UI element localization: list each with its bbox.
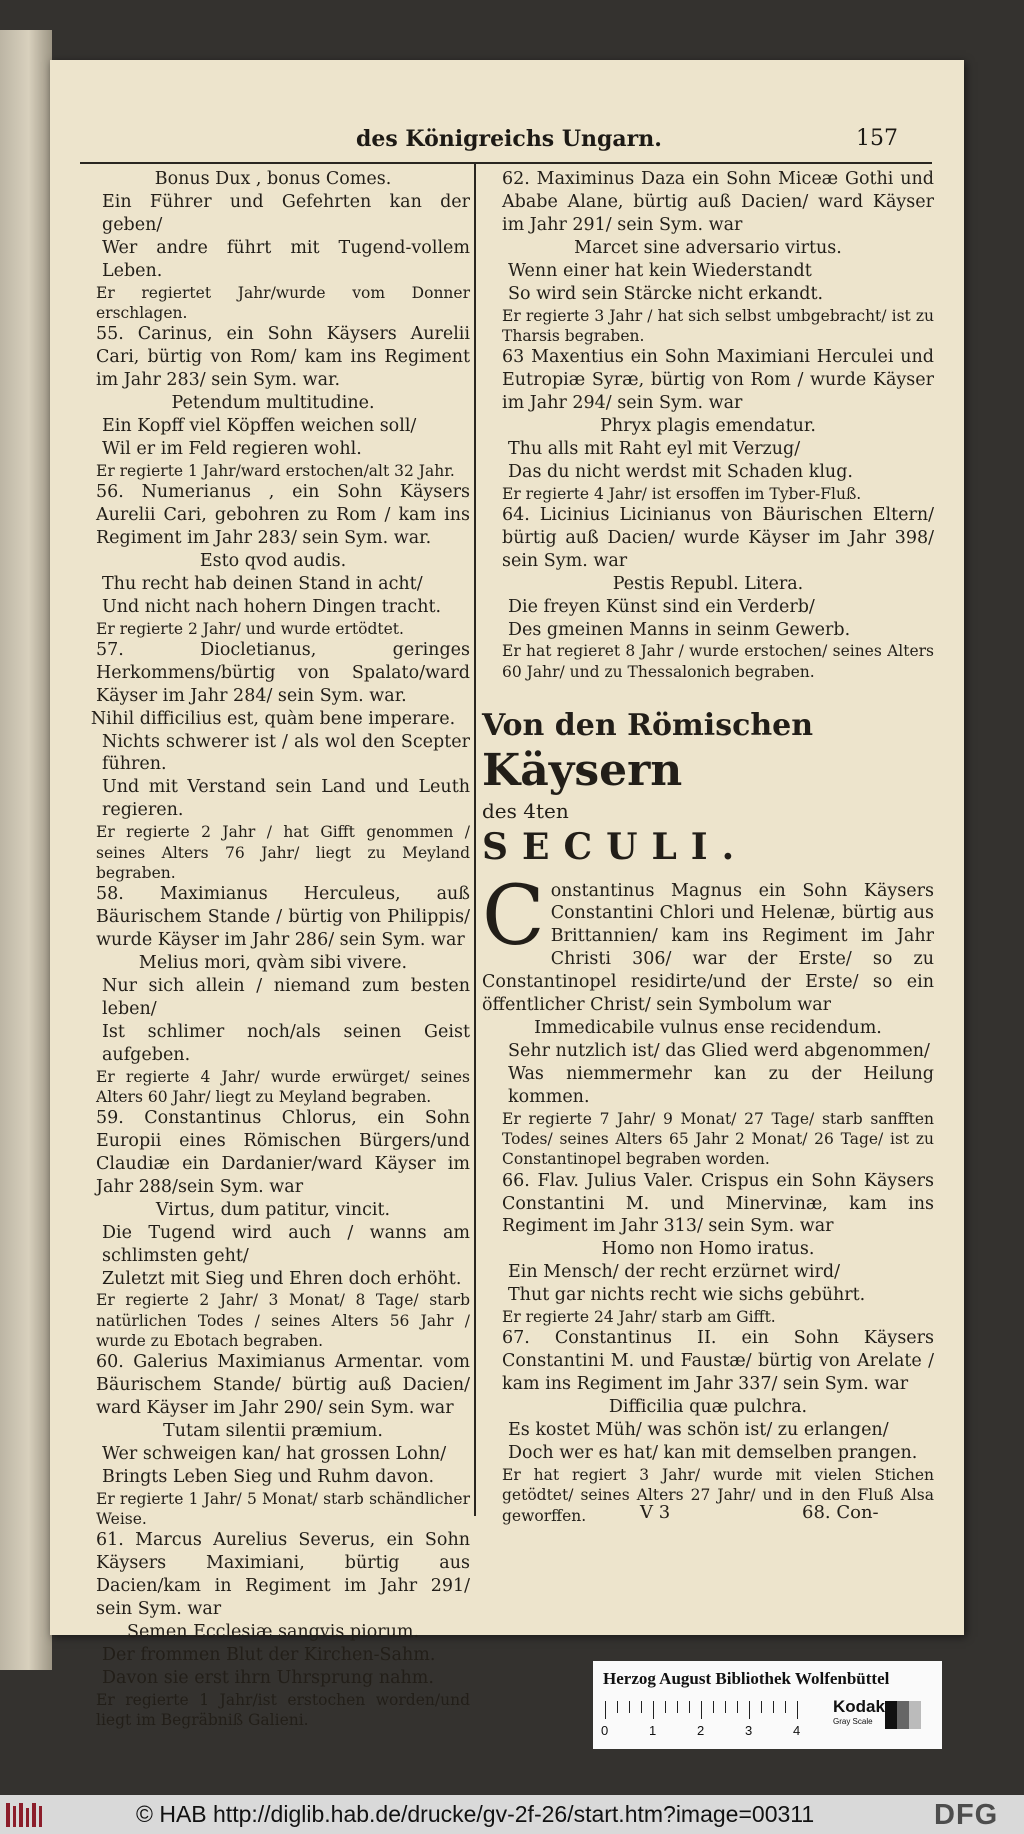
hab-logo-icon	[6, 1803, 46, 1827]
scale-number: 3	[745, 1723, 753, 1738]
verse-line: Nur sich allein / niemand zum besten leben/	[102, 975, 470, 1019]
left-column	[76, 168, 470, 1731]
emperor-entry: 66. Flav. Julius Valer. Crispus ein Sohn Käysers Constantini M. und Minervinæ, kam ins Regiment im Jahr 313/ sein Sym. war	[502, 1170, 934, 1237]
right-column	[482, 168, 934, 1526]
motto: Virtus, dum patitur, vincit.	[155, 1199, 391, 1220]
verse-line: Wenn einer hat kein Wiederstandt	[508, 260, 812, 281]
motto: Marcet sine adversario virtus.	[574, 237, 842, 258]
emperor-entry: 67. Constantinus II. ein Sohn Käysers Constantini M. und Faustæ/ bürtig von Arelate / kam ins Regiment im Jahr 337/ sein Sym. war	[502, 1328, 934, 1395]
verse-line: Die Tugend wird auch / wanns am schlimsten geht/	[102, 1222, 470, 1266]
reign-note: Er regierte 2 Jahr/ und wurde ertödtet.	[96, 619, 404, 638]
verse-line: Ein Kopff viel Köpffen weichen soll/	[102, 415, 417, 436]
verse-line: Thu recht hab deinen Stand in acht/	[102, 573, 423, 594]
verse-line: Ein Führer und Gefehrten kan der geben/	[102, 191, 470, 235]
motto: Nihil difficilius est, quàm bene imperare.	[90, 708, 456, 729]
emperor-entry: 56. Numerianus , ein Sohn Käysers Aurelii Cari, gebohren zu Rom / kam ins Regiment im Jahr 283/ sein Sym. war.	[96, 482, 470, 548]
reign-note: Er regierte 3 Jahr / hat sich selbst umbgebracht/ ist zu Tharsis begraben.	[502, 306, 934, 345]
drop-cap: C	[482, 868, 545, 964]
motto: Homo non Homo iratus.	[601, 1239, 815, 1260]
scale-tick	[761, 1701, 762, 1713]
verse-line: Davon sie erst ihrn Uhrsprung nahm.	[102, 1668, 434, 1689]
emperor-entry: 57. Diocletianus, geringes Herkommens/bürtig von Spalato/ward Käyser im Jahr 284/ sein Sym. war.	[96, 639, 470, 706]
emperor-entry: 59. Constantinus Chlorus, ein Sohn Europii eines Römischen Bürgers/und Claudiæ ein Dardanier/ward Käyser im Jahr 288/sein Sym. war	[96, 1108, 470, 1197]
verse-line: Thut gar nichts recht wie sichs gebührt.	[508, 1285, 866, 1306]
reign-note: Er hat regieret 8 Jahr / wurde erstochen/ seines Alters 60 Jahr/ und zu Thessalonich begraben.	[502, 642, 934, 681]
verse-line: Es kostet Müh/ was schön ist/ zu erlangen/	[508, 1420, 889, 1441]
scale-tick	[689, 1701, 690, 1713]
motto: Immedicabile vulnus ense recidendum.	[534, 1018, 882, 1039]
signature-mark: V 3	[640, 1502, 671, 1523]
entry-text: onstantinus Magnus ein Sohn Käysers Constantini Chlori und Helenæ, bürtig aus Brittannien/ kam ins Regiment im Jahr Christi 306/ war der Erste/ so zu Constantinopel residirte/und der Erste/ so ein öffentlicher Christ/ sein Symbolum war	[482, 880, 934, 1016]
scale-tick	[665, 1701, 666, 1713]
scale-tick	[797, 1701, 798, 1719]
reign-note: Er regierte 2 Jahr / hat Gifft genommen / seines Alters 76 Jahr/ liegt zu Meyland begraben.	[96, 823, 470, 882]
emperor-entry: 58. Maximianus Herculeus, auß Bäurischem Stande / bürtig von Philippis/ wurde Käyser im Jahr 286/ sein Sym. war	[96, 884, 470, 950]
scale-number: 1	[649, 1723, 657, 1738]
motto: Bonus Dux , bonus Comes.	[154, 169, 392, 189]
verse-line: So wird sein Stärcke nicht erkandt.	[508, 283, 824, 304]
reign-note: Er regierte 4 Jahr/ ist ersoffen im Tyber-Fluß.	[502, 484, 862, 503]
motto: Difficilia quæ pulchra.	[608, 1397, 808, 1418]
verse-line: Bringts Leben Sieg und Ruhm davon.	[102, 1466, 435, 1487]
bottom-info-bar	[0, 1795, 1024, 1834]
scale-tick	[677, 1701, 678, 1713]
scale-tick	[725, 1701, 726, 1713]
emperor-entry: 60. Galerius Maximianus Armentar. vom Bäurischem Stande/ bürtig auß Dacien/ ward Käyser im Jahr 290/ sein Sym. war	[96, 1352, 470, 1419]
scale-tick	[713, 1701, 714, 1713]
gray-patch	[885, 1701, 897, 1729]
reign-note: Er hat regiert 3 Jahr/ wurde mit vielen Stichen getödtet/ seines Alters 27 Jahr/ und in den Fluß Alsa geworffen.	[502, 1465, 934, 1525]
scale-tick	[737, 1701, 738, 1713]
page-footer	[50, 1502, 964, 1532]
verse-line: Der frommen Blut der Kirchen-Sahm.	[102, 1645, 436, 1666]
column-divider	[474, 164, 476, 1516]
emperor-entry: 61. Marcus Aurelius Severus, ein Sohn Käysers Maximiani, bürtig aus Dacien/kam in Regiment im Jahr 291/ sein Sym. war	[96, 1530, 470, 1620]
motto: Petendum multitudine.	[171, 392, 375, 413]
verse-line: Thu alls mit Raht eyl mit Verzug/	[508, 438, 801, 459]
dfg-logo: DFG	[934, 1799, 999, 1831]
verse-line: Ist schlimer noch/als seinen Geist aufgeben.	[102, 1021, 470, 1065]
section-heading-large: Käysern	[482, 745, 683, 797]
reign-note: Er regiertet Jahr/wurde vom Donner erschlagen.	[96, 283, 470, 322]
scale-tick	[629, 1701, 630, 1713]
gray-scale-label: Gray Scale	[833, 1717, 873, 1726]
motto: Esto qvod audis.	[199, 550, 347, 571]
reign-note: Er regierte 7 Jahr/ 9 Monat/ 27 Tage/ starb sanfften Todes/ seines Alters 65 Jahr 2 Monat/ 26 Tage/ ist zu Constantinopel begraben worden.	[502, 1109, 934, 1169]
emperor-entry: 55. Carinus, ein Sohn Käysers Aurelii Cari, bürtig von Rom/ kam ins Regiment im Jahr 283/ sein Sym. war.	[96, 324, 470, 391]
library-color-card	[593, 1661, 942, 1749]
verse-line: Wer andre führt mit Tugend-vollem Leben.	[102, 237, 470, 281]
library-name: Herzog August Bibliothek Wolfenbüttel	[603, 1669, 890, 1688]
motto: Pestis Republ. Litera.	[612, 573, 804, 594]
scale-tick	[773, 1701, 774, 1713]
verse-line: Doch wer es hat/ kan mit demselben prangen.	[508, 1443, 918, 1464]
scale-tick	[641, 1701, 642, 1713]
scale-number: 4	[793, 1723, 801, 1738]
verse-line: Das du nicht werdst mit Schaden klug.	[508, 461, 853, 482]
verse-line: Sehr nutzlich ist/ das Glied werd abgenommen/	[508, 1040, 930, 1061]
scale-tick	[653, 1701, 654, 1719]
running-head: des Königreichs Ungarn.	[356, 126, 662, 152]
reign-note: Er regierte 1 Jahr/ 5 Monat/ starb schändlicher Weise.	[96, 1489, 470, 1529]
motto: Semen Ecclesiæ sangvis piorum.	[126, 1622, 420, 1643]
motto: Tutam silentii præmium.	[163, 1421, 383, 1442]
scale-tick	[785, 1701, 786, 1713]
gray-patch	[897, 1701, 909, 1729]
verse-line: Nichts schwerer ist / als wol den Scepter führen.	[102, 731, 470, 775]
kodak-logo: Kodak	[833, 1697, 885, 1716]
motto: Melius mori, qvàm sibi vivere.	[138, 952, 408, 973]
catchword: 68. Con-	[802, 1502, 879, 1523]
facing-page-edge	[0, 30, 52, 1670]
gray-patch	[909, 1701, 921, 1729]
verse-line: Ein Mensch/ der recht erzürnet wird/	[508, 1262, 840, 1283]
emperor-entry: 64. Licinius Licinianus von Bäurischen Eltern/ bürtig auß Dacien/ wurde Käyser im Jahr 398/ sein Sym. war	[502, 504, 934, 571]
scale-tick	[749, 1701, 750, 1719]
emperor-entry: 63 Maxentius ein Sohn Maximiani Herculei und Eutropiæ Syræ, bürtig von Rom / wurde Käyser im Jahr 294/ sein Sym. war	[502, 347, 934, 413]
header-rule	[80, 162, 932, 164]
source-url[interactable]: © HAB http://diglib.hab.de/drucke/gv-2f-26/start.htm?image=00311	[136, 1801, 815, 1827]
reign-note: Er regierte 24 Jahr/ starb am Gifft.	[502, 1308, 776, 1327]
reign-note: Er regierte 2 Jahr/ 3 Monat/ 8 Tage/ starb natürlichen Todes / seines Alters 56 Jahr / wurde zu Ebotach begraben.	[96, 1291, 470, 1351]
scale-number: 2	[697, 1723, 705, 1738]
verse-line: Und nicht nach hohern Dingen tracht.	[102, 596, 442, 617]
reign-note: Er regierte 4 Jahr/ wurde erwürget/ seines Alters 60 Jahr/ liegt zu Meyland begraben.	[96, 1067, 470, 1106]
verse-line: Wer schweigen kan/ hat grossen Lohn/	[102, 1444, 447, 1465]
scale-tick	[617, 1701, 618, 1713]
section-subheading: des 4ten	[482, 799, 569, 824]
emperor-entry-constantine	[482, 868, 934, 1018]
scale-number: 0	[601, 1723, 609, 1738]
page-number: 157	[856, 126, 898, 151]
verse-line: Und mit Verstand sein Land und Leuth regieren.	[102, 777, 470, 821]
motto: Phryx plagis emendatur.	[600, 415, 816, 436]
gray-scale-ruler	[601, 1699, 866, 1743]
verse-line: Zuletzt mit Sieg und Ehren doch erhöht.	[102, 1268, 462, 1289]
emperor-entry: 62. Maximinus Daza ein Sohn Miceæ Gothi und Ababe Alane, bürtig auß Dacien/ ward Käyser im Jahr 291/ sein Sym. war	[502, 169, 934, 235]
scale-tick	[605, 1701, 606, 1719]
verse-line: Die freyen Künst sind ein Verderb/	[508, 596, 815, 617]
section-century: SECULI.	[482, 826, 749, 869]
verse-line: Was niemmermehr kan zu der Heilung kommen.	[508, 1063, 934, 1107]
reign-note: Er regierte 1 Jahr/ist erstochen worden/und liegt im Begräbniß Galieni.	[96, 1690, 470, 1730]
verse-line: Des gmeinen Manns in seinm Gewerb.	[508, 619, 851, 640]
reign-note: Er regierte 1 Jahr/ward erstochen/alt 32 Jahr.	[96, 461, 455, 480]
scale-tick	[701, 1701, 702, 1719]
section-heading: Von den Römischen	[482, 708, 814, 744]
verse-line: Wil er im Feld regieren wohl.	[102, 438, 362, 459]
